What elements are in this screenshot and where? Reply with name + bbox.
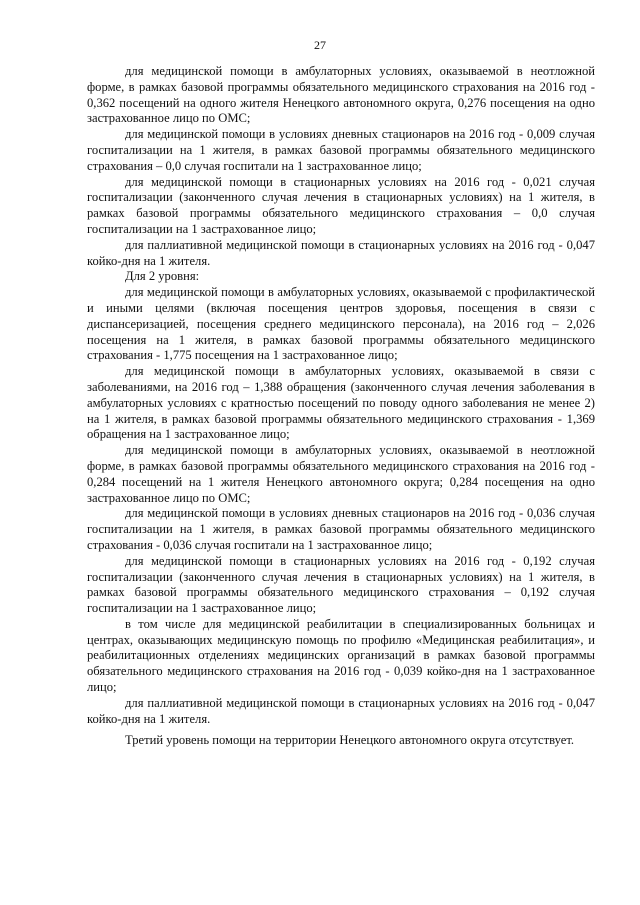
document-body	[87, 64, 595, 749]
paragraph-ambulatory-emergency-level2: для медицинской помощи в амбулаторных условиях, оказываемой в неотложной форме, в рамках базовой программы обязательного медицинского страхования на 2016 год - 0,284 посещений на 1 жителя Ненецкого автономного округа; 0,284 посещения на одно застрахованное лицо по ОМС;	[87, 443, 595, 505]
paragraph-ambulatory-emergency-level1: для медицинской помощи в амбулаторных условиях, оказываемой в неотложной форме, в рамках базовой программы обязательного медицинского страхования на 2016 год - 0,362 посещений на одного жителя Ненецкого автономного округа, 0,276 посещения на одно застрахованное лицо по ОМС;	[87, 64, 595, 126]
page-number: 27	[314, 38, 326, 52]
paragraph-day-hospital-level2: для медицинской помощи в условиях дневных стационаров на 2016 год - 0,036 случая госпитализации на 1 жителя, в рамках базовой программы обязательного медицинского страхования - 0,036 случая госпитали на 1 застрахованное лицо;	[87, 506, 595, 552]
paragraph-day-hospital-level1: для медицинской помощи в условиях дневных стационаров на 2016 год - 0,009 случая госпитализации на 1 жителя, в рамках базовой программы обязательного медицинского страхования – 0,0 случая госпитали на 1 застрахованное лицо;	[87, 127, 595, 173]
paragraph-palliative-level2: для паллиативной медицинской помощи в стационарных условиях на 2016 год - 0,047 койко-дня на 1 жителя.	[87, 695, 595, 726]
paragraph-inpatient-level2: для медицинской помощи в стационарных условиях на 2016 год - 0,192 случая госпитализации (законченного случая лечения в стационарных условиях) на 1 жителя, в рамках базовой программы обязательного медицинского страхования – 0,192 случая госпитализации на 1 застрахованное лицо;	[87, 553, 595, 616]
paragraph-rehabilitation-level2: в том числе для медицинской реабилитации в специализированных больницах и центрах, оказывающих медицинскую помощь по профилю «Медицинская реабилитация», и реабилитационных отделениях медицинских организаций в рамках базовой программы обязательного медицинского страхования на 2016 год - 0,039 койко-дня на 1 застрахованное лицо;	[87, 616, 595, 695]
paragraph-palliative-level1: для паллиативной медицинской помощи в стационарных условиях на 2016 год - 0,047 койко-дня на 1 жителя.	[87, 237, 595, 268]
paragraph-ambulatory-preventive-level2: для медицинской помощи в амбулаторных условиях, оказываемой с профилактической и иными целями (включая посещения центров здоровья, посещения в связи с диспансеризацией, посещения среднего медицинского персонала), на 2016 год – 2,026 посещения на 1 жителя, в рамках базовой программы обязательного медицинского страхования - 1,775 посещения на 1 застрахованное лицо;	[87, 285, 595, 363]
paragraph-inpatient-level1: для медицинской помощи в стационарных условиях на 2016 год - 0,021 случая госпитализации (законченного случая лечения в стационарных условиях) на 1 жителя, в рамках базовой программы обязательного медицинского страхования – 0,0 случая госпитализации на 1 застрахованное лицо;	[87, 174, 595, 236]
paragraph-ambulatory-disease-level2: для медицинской помощи в амбулаторных условиях, оказываемой в связи с заболеваниями, на 2016 год – 1,388 обращения (законченного случая лечения заболевания в амбулаторных условиях с кратностью посещений по поводу одного заболевания не менее 2) на 1 жителя, в рамках базовой программы обязательного медицинского страхования - 1,369 обращения на 1 застрахованное лицо;	[87, 364, 595, 442]
paragraph-third-level: Третий уровень помощи на территории Ненецкого автономного округа отсутствует.	[125, 733, 575, 748]
section-heading-level2: Для 2 уровня:	[125, 269, 200, 284]
